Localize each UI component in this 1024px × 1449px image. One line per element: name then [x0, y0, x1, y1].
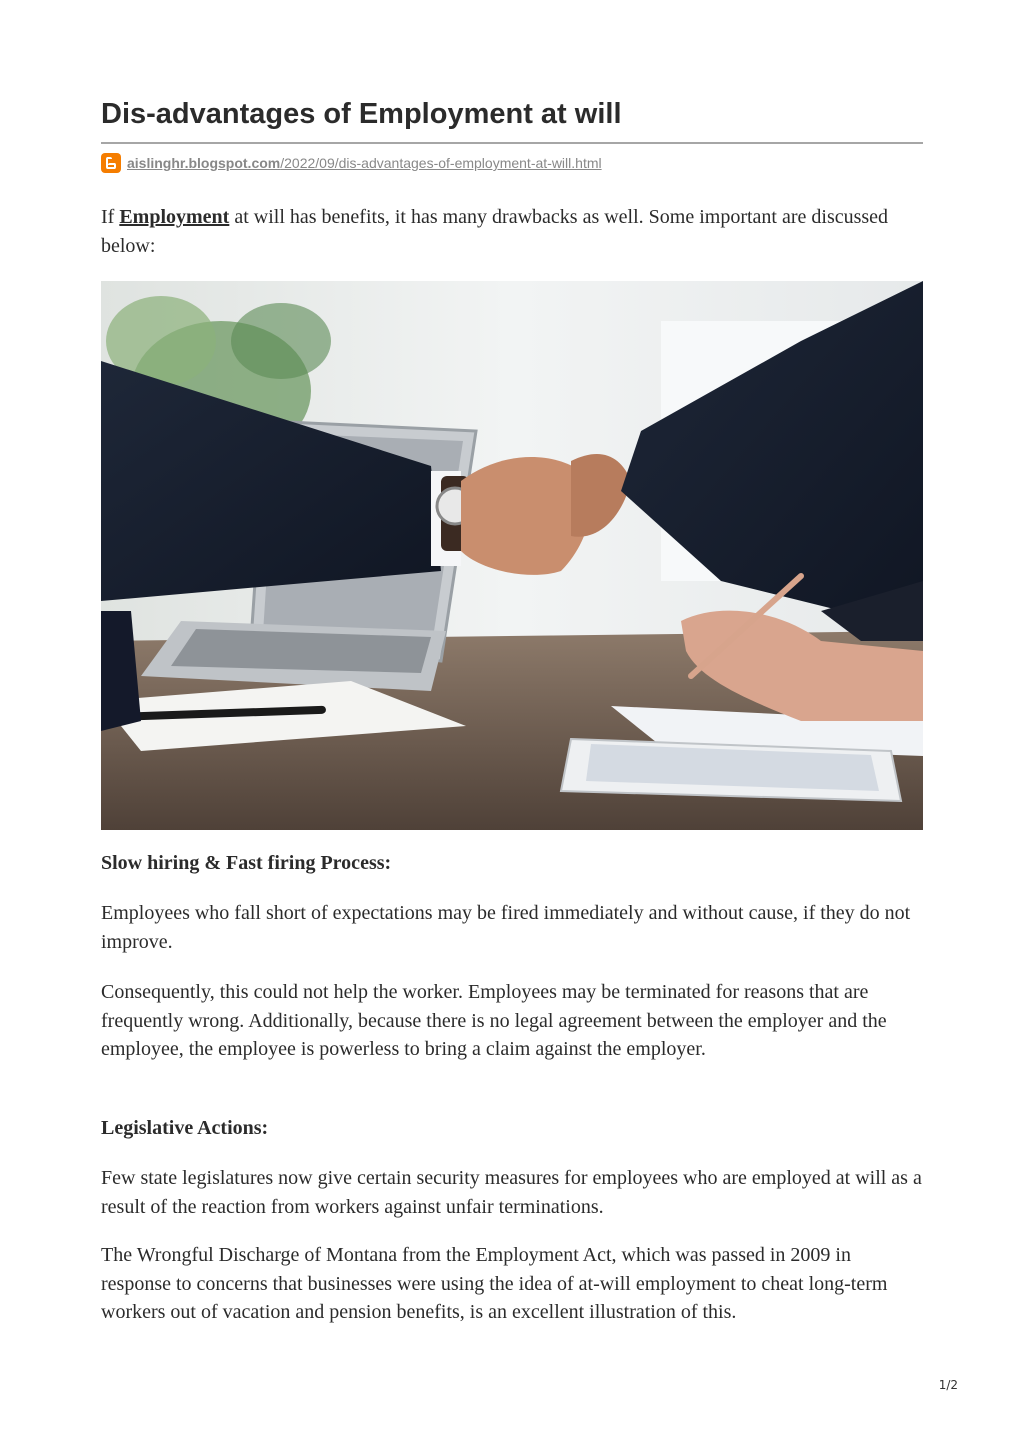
title-divider	[101, 142, 923, 144]
source-path: /2022/09/dis-advantages-of-employment-at-will.html	[280, 155, 602, 171]
handshake-photo	[101, 281, 923, 830]
page-number: 1/2	[938, 1378, 958, 1392]
source-link[interactable]	[127, 155, 602, 171]
source-line	[101, 152, 602, 174]
section-heading-slow-hiring: Slow hiring & Fast firing Process:	[101, 852, 392, 874]
section-1-paragraph-1: Employees who fall short of expectations may be fired immediately and without cause, if they do not improve.	[101, 902, 911, 953]
blogger-icon	[101, 153, 121, 173]
section-heading-legislative-actions: Legislative Actions:	[101, 1117, 269, 1139]
section-1-paragraph-2: Consequently, this could not help the worker. Employees may be terminated for reasons that are frequently wrong. Additionally, because there is no legal agreement between the employer and the employee, the employee is powerless to bring a claim against the employer.	[101, 981, 887, 1060]
intro-suffix: at will has benefits, it has many drawbacks as well. Some important are discussed below:	[101, 206, 889, 257]
employment-link[interactable]: Employment	[119, 206, 230, 228]
intro-paragraph	[101, 203, 923, 260]
page-title: Dis-advantages of Employment at will	[101, 98, 622, 130]
section-2-paragraph-1: Few state legislatures now give certain security measures for employees who are employed at will as a result of the reaction from workers against unfair terminations.	[101, 1167, 922, 1218]
intro-prefix: If	[101, 206, 120, 228]
section-2-paragraph-2: The Wrongful Discharge of Montana from the Employment Act, which was passed in 2009 in response to concerns that businesses were using the idea of at-will employment to cheat long-term workers out of vacation and pension benefits, is an excellent illustration of this.	[101, 1244, 888, 1323]
source-domain: aislinghr.blogspot.com	[127, 155, 281, 171]
